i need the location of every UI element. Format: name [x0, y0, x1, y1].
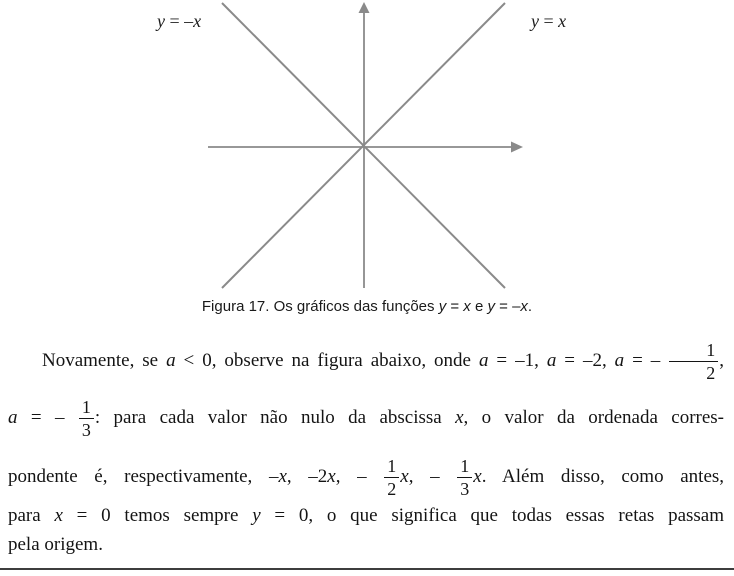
label-y-equals-minus-x: y = –x	[157, 11, 202, 31]
math-variable: y	[531, 11, 539, 31]
page-bottom-rule	[0, 568, 734, 570]
math-variable: x	[520, 298, 528, 315]
math-variable: x	[463, 298, 471, 315]
math-variable: a	[166, 349, 176, 371]
fraction-numerator: 1	[460, 456, 470, 476]
math-variable: x	[400, 465, 409, 487]
math-variable: x	[278, 465, 287, 487]
figure-caption: Figura 17. Os gráficos das funções y = x e y = –x.	[201, 298, 533, 315]
math-variable: a	[546, 349, 557, 371]
stacked-fraction	[384, 457, 399, 498]
math-variable: a	[8, 406, 18, 428]
math-variable: a	[614, 349, 625, 371]
math-variable: x	[54, 505, 63, 526]
paragraph-line-4: para x = 0 temos sempre y = 0, o que significa que todas essas retas passam	[8, 505, 724, 526]
math-variable: y	[438, 298, 447, 315]
label-y-equals-x: y = x	[531, 11, 567, 31]
math-variable: a	[478, 349, 489, 371]
math-variable: x	[558, 11, 567, 31]
math-variable: x	[455, 406, 464, 428]
paragraph-line-1: Novamente, se a < 0, observe na figura abaixo, onde a = –1, a = –2, a = – $\frac{1}{2}$ ,	[42, 340, 725, 383]
paragraph-line-5: pela origem.	[8, 534, 103, 555]
fraction-numerator: 1	[81, 397, 91, 417]
math-variable: x	[193, 11, 202, 31]
fraction-numerator: 1	[706, 340, 716, 360]
math-variable: x	[473, 465, 482, 487]
fraction-denominator: 3	[457, 477, 472, 498]
y-axis-arrow-icon	[359, 2, 370, 13]
fraction-denominator: 2	[384, 477, 399, 498]
stacked-fraction	[669, 341, 718, 382]
math-variable: y	[487, 298, 495, 315]
math-variable: y	[252, 505, 261, 526]
fraction-denominator: 3	[79, 418, 94, 439]
stacked-fraction	[79, 398, 94, 439]
x-axis-arrow-icon	[511, 142, 523, 153]
fraction-denominator: 2	[669, 361, 718, 382]
fraction-numerator: 1	[387, 456, 397, 476]
math-variable: x	[327, 465, 336, 487]
math-variable: y	[157, 11, 165, 31]
stacked-fraction	[457, 457, 472, 498]
paragraph-line-3: pondente é, respectivamente, –x, –2x, – $\frac{1}{2}$ x, – $\frac{1}{3}$ x. Além disso, como antes,	[8, 456, 725, 499]
paragraph-line-2: a = – $\frac{1}{3}$ : para cada valor não nulo da abscissa x, o valor da ordenada corres-	[8, 397, 725, 440]
